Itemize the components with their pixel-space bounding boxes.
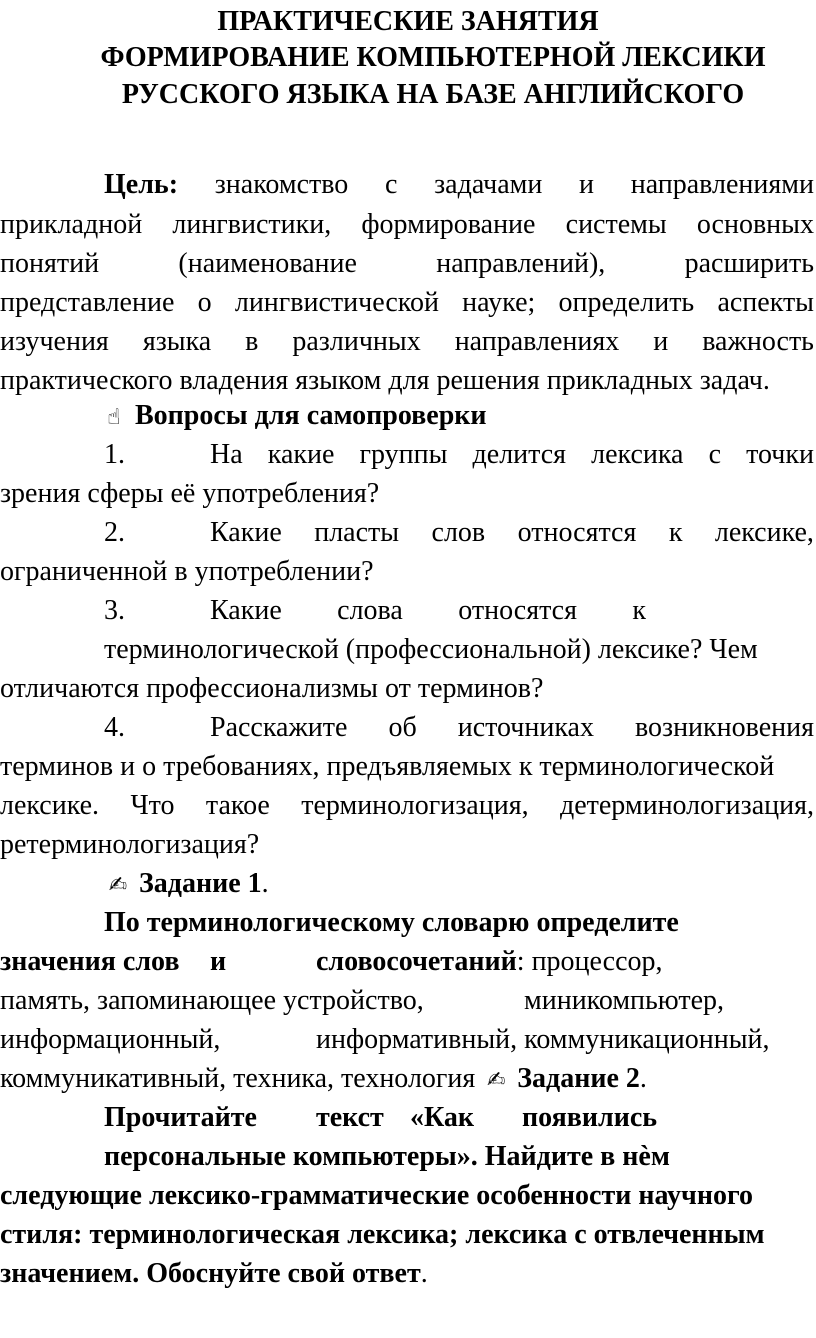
- task-2-line-5: значением. Обоснуйте свой ответ.: [0, 1258, 428, 1289]
- question-3-cont-2: отличаются профессионализмы от терминов?: [0, 673, 544, 704]
- task-2-line-4: стиля: терминологическая лексика; лексика с отвлеченным: [0, 1219, 765, 1250]
- question-4: 4. Расскажите об источниках возникновения: [0, 708, 816, 748]
- question-number: 4.: [104, 712, 125, 743]
- task-1-label: Задание 1: [139, 868, 262, 899]
- task-2-line-3: следующие лексико-грамматические особенности научного: [0, 1180, 753, 1211]
- title-line-3: РУССКОГО ЯЗЫКА НА БАЗЕ АНГЛИЙСКОГО: [121, 79, 745, 110]
- goal-line-3: понятий (наименование направлений), расширить: [0, 248, 814, 279]
- task-1-heading: ✍ Задание 1.: [104, 864, 816, 904]
- question-3: 3. Какие слова относятся к: [0, 591, 816, 631]
- task-2-line-1: Прочитайте текст «Как появились: [104, 1102, 658, 1133]
- question-4-cont-3: ретерминологизация?: [0, 829, 260, 860]
- goal-line-4: представление о лингвистической науке; определить аспекты: [0, 287, 814, 318]
- question-number: 3.: [104, 595, 125, 626]
- task-1-line-2: значения слов и словосочетаний: процессор,: [0, 946, 663, 977]
- task-1-line-5: коммуникативный, техника, технология ✍ Задание 2.: [0, 1059, 816, 1099]
- task-1-line-3: память, запоминающее устройство, миникомпьютер,: [0, 985, 725, 1016]
- task-2-label: Задание 2: [517, 1063, 640, 1094]
- task-1-line-4: информационный, информативный, коммуникационный,: [0, 1024, 770, 1055]
- question-number: 2.: [104, 517, 125, 548]
- title-line-2: ФОРМИРОВАНИЕ КОМПЬЮТЕРНОЙ ЛЕКСИКИ: [100, 42, 766, 73]
- title-line-1: ПРАКТИЧЕСКИЕ ЗАНЯТИЯ: [217, 6, 599, 37]
- pencil-icon: ✍: [487, 1068, 506, 1093]
- goal-line-5: изучения языка в различных направлениях и важность: [0, 326, 814, 357]
- task-1-instruction: По терминологическому словарю определите: [104, 907, 679, 938]
- pencil-icon: ✍: [108, 873, 128, 898]
- question-2-cont: ограниченной в употреблении?: [0, 556, 374, 587]
- goal-line-1: Цель: знакомство с задачами и направлениями: [104, 165, 816, 205]
- question-1: 1. На какие группы делится лексика с точки: [0, 435, 816, 475]
- questions-heading: ☝ Вопросы для самопроверки: [100, 396, 816, 436]
- goal-label: Цель:: [104, 169, 179, 200]
- task-2-line-2: персональные компьютеры». Найдите в нѐм: [104, 1141, 670, 1172]
- pointing-finger-icon: ☝: [107, 405, 121, 430]
- goal-line-2: прикладной лингвистики, формирование системы основных: [0, 209, 814, 240]
- question-4-cont-2: лексике. Что такое терминологизация, детерминологизация,: [0, 790, 814, 821]
- question-number: 1.: [104, 439, 125, 470]
- goal-line-6: практического владения языком для решения прикладных задач.: [0, 365, 770, 396]
- question-3-cont: терминологической (профессиональной) лексике? Чем: [104, 634, 758, 665]
- question-4-cont: терминов и о требованиях, предъявляемых к терминологической: [0, 751, 775, 782]
- question-2: 2. Какие пласты слов относятся к лексике,: [0, 513, 816, 553]
- question-1-cont: зрения сферы её употребления?: [0, 478, 380, 509]
